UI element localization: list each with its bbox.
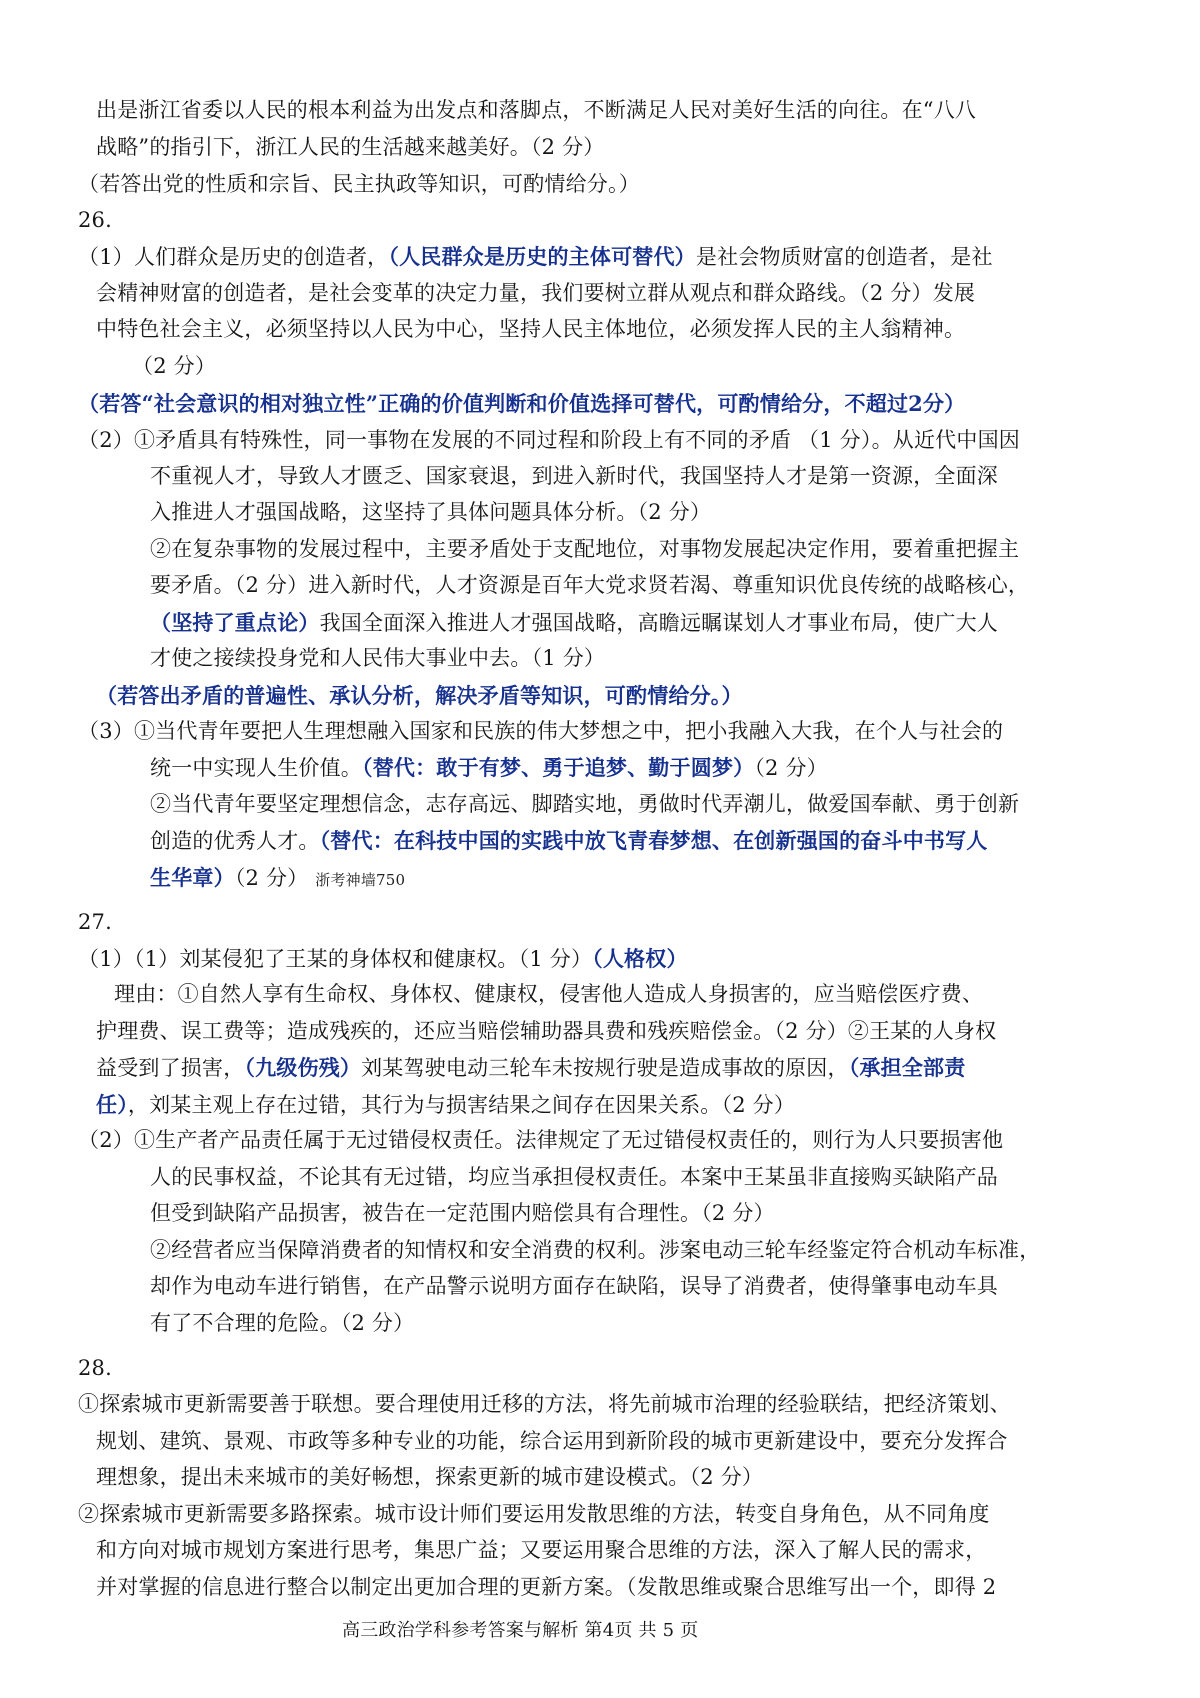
q27-p1-line-5 bbox=[96, 1094, 795, 1116]
q26-p2-b-text: 我国全面深入推进人才强国战略，高瞻远瞩谋划人才事业布局，使广大人 bbox=[319, 611, 999, 635]
q26-p2-a-line-1: （2）①矛盾具有特殊性，同一事物在发展的不同过程和阶段上有不同的矛盾 （1 分）。从近代中国因 bbox=[78, 428, 1020, 452]
q26-p1-line-3: 中特色社会主义，必须坚持以人民为中心，坚持人民主体地位，必须发挥人民的主人翁精神。 bbox=[96, 317, 966, 341]
q27-p1-l4-alt: （九级伤残） bbox=[244, 1055, 362, 1080]
q26-p2-a-line-2: 不重视人才，导致人才匮乏、国家衰退，到进入新时代，我国坚持人才是第一资源，全面深 bbox=[150, 464, 998, 488]
q26-number: 26. bbox=[78, 208, 112, 232]
q28-a-line-3: 理想象，提出未来城市的美好畅想，探索更新的城市建设模式。（2 分） bbox=[96, 1465, 764, 1489]
q28-a-line-1: ①探索城市更新需要善于联想。要合理使用迁移的方法，将先前城市治理的经验联结，把经济策划、 bbox=[78, 1392, 1011, 1416]
q28-number: 28. bbox=[78, 1356, 112, 1380]
q27-p1-text: （1）（1）刘某侵犯了王某的身体权和健康权。（1 分） bbox=[78, 947, 593, 971]
q27-p2-a-line-2: 人的民事权益，不论其有无过错，均应当承担侵权责任。本案中王某虽非直接购买缺陷产品 bbox=[150, 1165, 998, 1189]
intro-line-1: 出是浙江省委以人民的根本利益为出发点和落脚点，不断满足人民对美好生活的向往。在“八八 bbox=[96, 98, 977, 122]
q26-p1-line-1 bbox=[78, 246, 993, 268]
q26-p3-b-alt: （替代：在科技中国的实践中放飞青春梦想、在创新强国的奋斗中书写人 bbox=[319, 828, 988, 853]
q27-p2-b-line-3: 有了不合理的危险。（2 分） bbox=[150, 1311, 415, 1335]
q26-p3-a-line-1: （3）①当代青年要把人生理想融入国家和民族的伟大梦想之中，把小我融入大我，在个人与社会的 bbox=[78, 719, 1004, 743]
q26-p3-b-text: 创造的优秀人才。 bbox=[150, 829, 320, 853]
q26-p1-alt: （人民群众是历史的主体可替代） bbox=[388, 244, 696, 269]
q26-p2-b-line-1: ②在复杂事物的发展过程中，主要矛盾处于支配地位，对事物发展起决定作用，要着重把握主 bbox=[150, 537, 1020, 561]
watermark-text: 浙考神墙750 bbox=[315, 871, 406, 889]
q27-p1-line-1 bbox=[78, 948, 688, 970]
q27-p1-l4-c: 刘某驾驶电动三轮车未按规行驶是造成事故的原因， bbox=[361, 1056, 849, 1080]
q26-p1-text-c: 是社会物质财富的创造者，是社 bbox=[695, 245, 993, 269]
q26-p3-a-line-2 bbox=[150, 757, 828, 779]
q28-b-line-1: ②探索城市更新需要多路探索。城市设计师们要运用发散思维的方法，转变自身角色，从不同角度 bbox=[78, 1502, 990, 1526]
q27-p1-l4-a: 益受到了损害， bbox=[96, 1056, 245, 1080]
q27-p1-line-2: 理由：①自然人享有生命权、身体权、健康权，侵害他人造成人身损害的，应当赔偿医疗费、 bbox=[114, 982, 984, 1006]
q27-p1-alt: （人格权） bbox=[592, 946, 688, 971]
q26-p3-a-alt: （替代：敢于有梦、勇于追梦、勤于圆梦） bbox=[362, 755, 755, 780]
q27-p1-l5-text: ，刘某主观上存在过错，其行为与损害结果之间存在因果关系。（2 分） bbox=[127, 1093, 796, 1117]
q26-p3-a-score: （2 分） bbox=[754, 756, 828, 780]
q27-p1-l5-alt: 任） bbox=[96, 1092, 128, 1117]
q28-a-line-2: 规划、建筑、景观、市政等多种专业的功能，综合运用到新阶段的城市更新建设中，要充分发挥合 bbox=[96, 1429, 1008, 1453]
q27-p2-b-line-1: ②经营者应当保障消费者的知情权和安全消费的权利。涉案电动三轮车经鉴定符合机动车标准， bbox=[150, 1238, 1041, 1262]
q26-p2-b-line-3 bbox=[150, 612, 998, 634]
q27-p2-a-line-1: （2）①生产者产品责任属于无过错侵权责任。法律规定了无过错侵权责任的，则行为人只要损害他 bbox=[78, 1128, 1004, 1152]
q27-p2-b-line-2: 却作为电动车进行销售，在产品警示说明方面存在缺陷，误导了消费者，使得肇事电动车具 bbox=[150, 1274, 998, 1298]
q26-p2-alt: （坚持了重点论） bbox=[150, 610, 320, 635]
intro-note: （若答出党的性质和宗旨、民主执政等知识，可酌情给分。） bbox=[78, 172, 640, 196]
q27-p1-line-4 bbox=[96, 1057, 965, 1079]
q26-note-1: （若答“社会意识的相对独立性”正确的价值判断和价值选择可替代，可酌情给分，不超过2分） bbox=[78, 391, 966, 416]
q27-p1-l4-alt-2: （承担全部责 bbox=[848, 1055, 966, 1080]
q26-p2-b-line-4: 才使之接续投身党和人民伟大事业中去。（1 分） bbox=[150, 646, 606, 670]
q26-p2-a-line-3: 入推进人才强国战略，这坚持了具体问题具体分析。（2 分） bbox=[150, 500, 712, 524]
q28-b-line-2: 和方向对城市规划方案进行思考，集思广益；又要运用聚合思维的方法，深入了解人民的需求， bbox=[96, 1538, 987, 1562]
q26-p3-b-line-2 bbox=[150, 830, 988, 852]
q26-p3-b-line-1: ②当代青年要坚定理想信念，志存高远、脚踏实地，勇做时代弄潮儿，做爱国奉献、勇于创新 bbox=[150, 792, 1020, 816]
q27-number: 27. bbox=[78, 910, 112, 934]
q28-b-line-3: 并对掌握的信息进行整合以制定出更加合理的更新方案。（发散思维或聚合思维写出一个，即得 2 bbox=[96, 1575, 997, 1599]
q27-p1-line-3: 护理费、误工费等；造成残疾的，还应当赔偿辅助器具费和残疾赔偿金。（2 分）②王某的人身权 bbox=[96, 1019, 997, 1043]
q26-p1-text-a: （1）人们群众是历史的创造者， bbox=[78, 245, 389, 269]
q27-p2-a-line-3: 但受到缺陷产品损害，被告在一定范围内赔偿具有合理性。（2 分） bbox=[150, 1201, 775, 1225]
q26-p1-line-2: 会精神财富的创造者，是社会变革的决定力量，我们要树立群从观点和群众路线。（2 分）发展 bbox=[96, 281, 976, 305]
q26-p1-line-4: （2 分） bbox=[132, 354, 217, 378]
q26-p3-b-alt-end: 生华章） bbox=[150, 865, 235, 890]
intro-line-2: 战略”的指引下，浙江人民的生活越来越美好。（2 分） bbox=[96, 135, 605, 159]
q26-p2-b-line-2: 要矛盾。（2 分）进入新时代，人才资源是百年大党求贤若渴、尊重知识优良传统的战略核心， bbox=[150, 573, 1030, 597]
q26-note-2: （若答出矛盾的普遍性、承认分析，解决矛盾等知识，可酌情给分。） bbox=[96, 683, 743, 708]
q26-p3-b-score: （2 分） bbox=[234, 866, 309, 890]
q26-p3-a-text: 统一中实现人生价值。 bbox=[150, 756, 362, 780]
page-footer: 高三政治学科参考答案与解析 第4页 共 5 页 bbox=[342, 1620, 699, 1641]
q26-p3-b-line-3 bbox=[150, 867, 405, 889]
